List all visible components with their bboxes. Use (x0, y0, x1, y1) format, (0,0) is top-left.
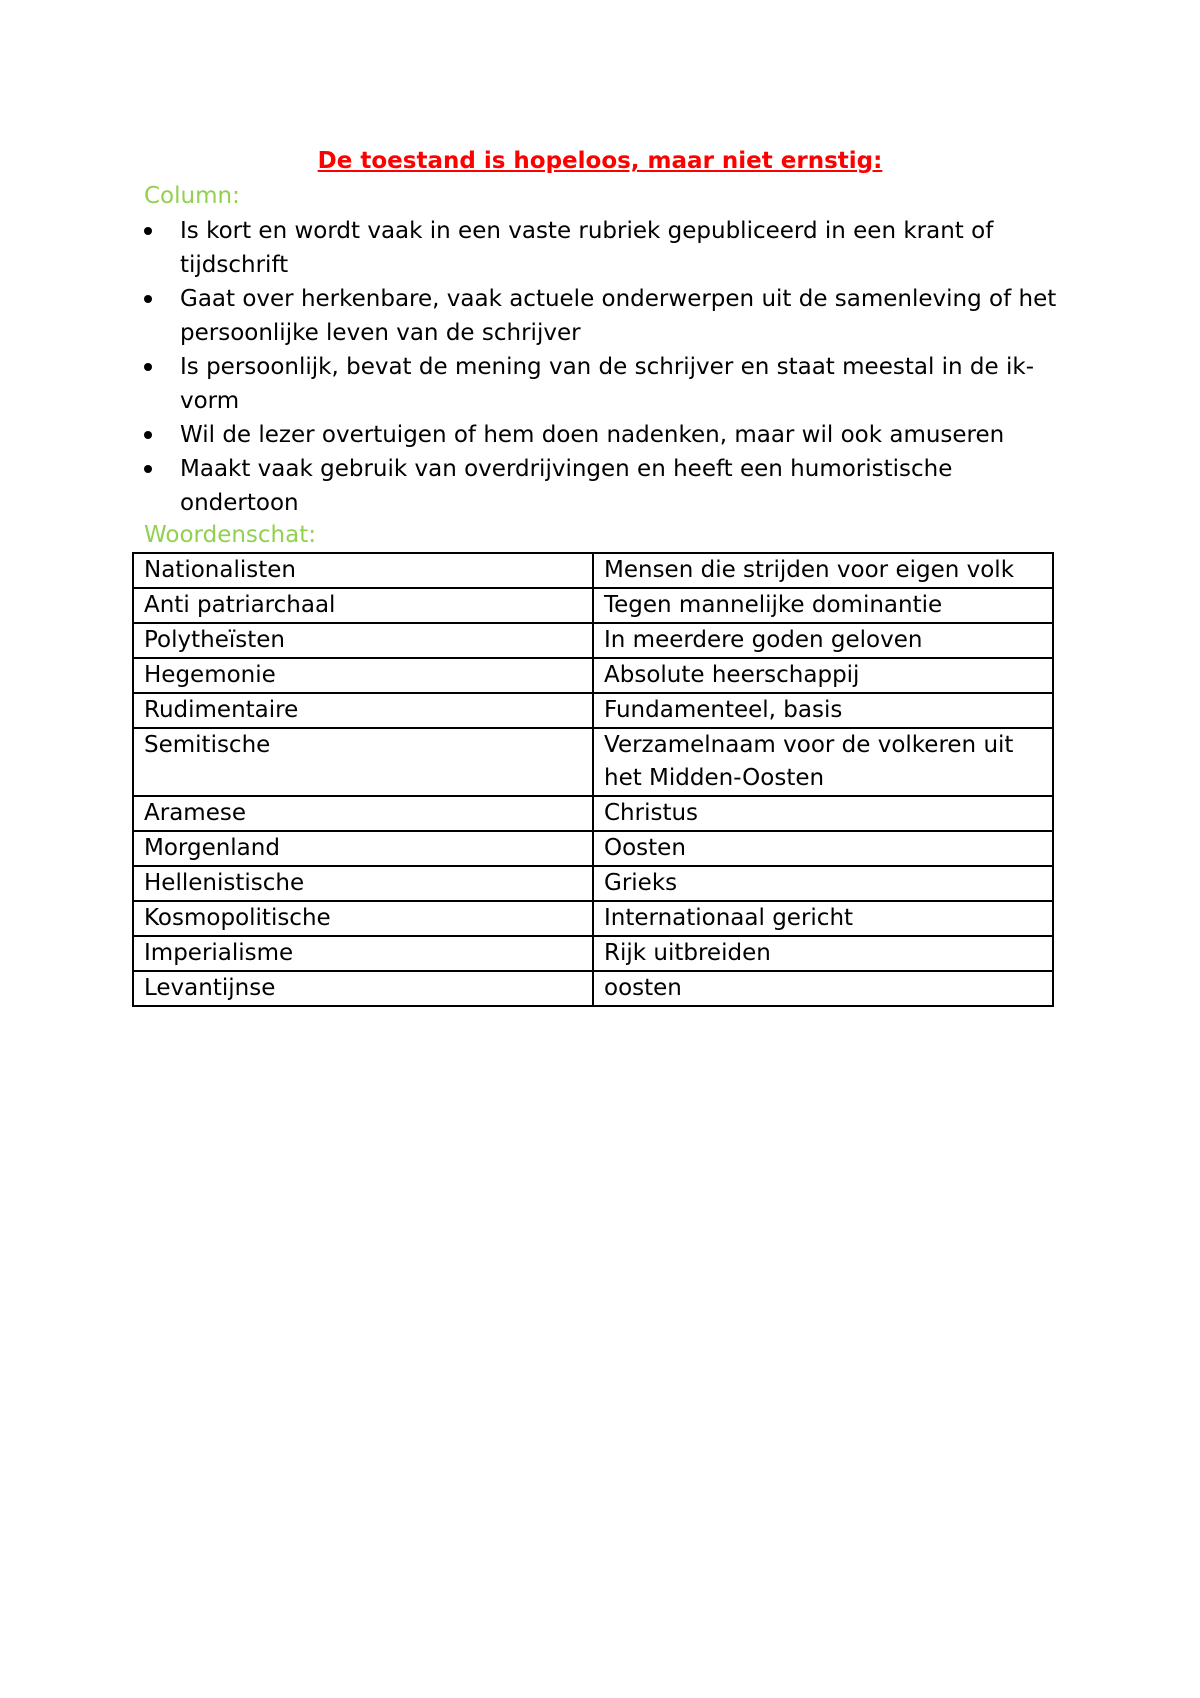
term-cell: Anti patriarchaal (133, 588, 593, 623)
bullet-icon (144, 363, 152, 371)
definition-cell: Rijk uitbreiden (593, 936, 1053, 971)
bullet-item (144, 350, 1064, 418)
bullet-text: Is persoonlijk, bevat de mening van de schrijver en staat meestal in de ik-vorm (180, 354, 1034, 414)
definition-cell: Internationaal gericht (593, 901, 1053, 936)
vocabulary-heading: Woordenschat: (144, 522, 316, 548)
term-cell: Semitische (133, 728, 593, 796)
definition-cell: Christus (593, 796, 1053, 831)
term-cell: Nationalisten (133, 553, 593, 588)
table-row (133, 623, 1053, 658)
term-cell: Hegemonie (133, 658, 593, 693)
table-row (133, 831, 1053, 866)
definition-cell: Mensen die strijden voor eigen volk (593, 553, 1053, 588)
bullet-item (144, 214, 1064, 282)
term-cell: Rudimentaire (133, 693, 593, 728)
definition-cell: Absolute heerschappij (593, 658, 1053, 693)
table-row (133, 588, 1053, 623)
table-row (133, 901, 1053, 936)
term-cell: Aramese (133, 796, 593, 831)
bullet-text: Gaat over herkenbare, vaak actuele onderwerpen uit de samenleving of het persoonlijke leven van de schrijver (180, 286, 1057, 346)
definition-cell: oosten (593, 971, 1053, 1006)
definition-cell: Grieks (593, 866, 1053, 901)
column-bullet-list (144, 214, 1064, 520)
bullet-icon (144, 227, 152, 235)
bullet-item (144, 418, 1064, 452)
vocabulary-table (132, 552, 1054, 1007)
term-cell: Polytheïsten (133, 623, 593, 658)
table-row (133, 553, 1053, 588)
table-row (133, 971, 1053, 1006)
column-heading: Column: (144, 183, 240, 209)
table-row (133, 693, 1053, 728)
bullet-item (144, 282, 1064, 350)
document-title: De toestand is hopeloos, maar niet ernstig: (317, 148, 883, 174)
term-cell: Hellenistische (133, 866, 593, 901)
table-row (133, 728, 1053, 796)
definition-cell: Verzamelnaam voor de volkeren uit het Midden-Oosten (593, 728, 1053, 796)
bullet-text: Wil de lezer overtuigen of hem doen nadenken, maar wil ook amuseren (180, 422, 1005, 448)
table-row (133, 796, 1053, 831)
term-cell: Morgenland (133, 831, 593, 866)
bullet-text: Is kort en wordt vaak in een vaste rubriek gepubliceerd in een krant of tijdschrift (180, 218, 994, 278)
bullet-icon (144, 465, 152, 473)
definition-cell: In meerdere goden geloven (593, 623, 1053, 658)
table-row (133, 658, 1053, 693)
table-row (133, 866, 1053, 901)
table-row (133, 936, 1053, 971)
bullet-item (144, 452, 1064, 520)
bullet-text: Maakt vaak gebruik van overdrijvingen en heeft een humoristische ondertoon (180, 456, 953, 516)
definition-cell: Tegen mannelijke dominantie (593, 588, 1053, 623)
bullet-icon (144, 431, 152, 439)
definition-cell: Oosten (593, 831, 1053, 866)
term-cell: Imperialisme (133, 936, 593, 971)
bullet-icon (144, 295, 152, 303)
term-cell: Kosmopolitische (133, 901, 593, 936)
definition-cell: Fundamenteel, basis (593, 693, 1053, 728)
term-cell: Levantijnse (133, 971, 593, 1006)
